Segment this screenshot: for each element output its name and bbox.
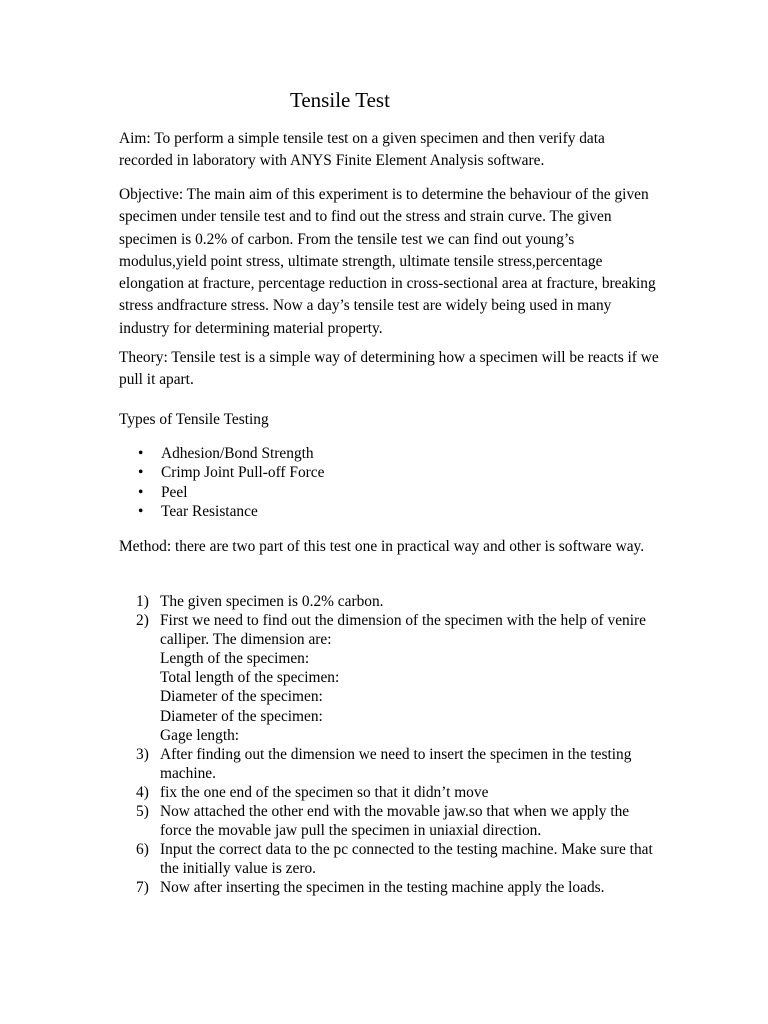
steps-list [119,592,659,898]
list-item [119,444,324,463]
list-item [119,878,659,897]
step-number: 6) [136,841,149,859]
bullet-icon: • [138,445,144,462]
list-item [119,463,324,482]
list-item [119,783,659,802]
dimension-line: Diameter of the specimen: [160,688,323,706]
list-item [119,592,659,611]
list-item [119,840,659,878]
aim-paragraph: Aim: To perform a simple tensile test on a given specimen and then verify data recorded in laboratory with ANYS Finite Element Analysis software. [119,130,605,170]
list-item [119,611,659,745]
step-text: The given specimen is 0.2% carbon. [160,593,384,610]
list-item-label: Adhesion/Bond Strength [161,445,314,462]
step-number: 1) [136,593,149,610]
theory-paragraph: Theory: Tensile test is a simple way of determining how a specimen will be reacts if we pull it apart. [119,349,659,389]
dimension-line: Diameter of the specimen: [160,707,323,725]
bullet-icon: • [138,464,144,482]
list-item [119,802,659,840]
step-text: Now after inserting the specimen in the testing machine apply the loads. [160,879,605,897]
step-number: 4) [136,783,149,801]
step-number: 3) [136,745,149,763]
types-list [119,444,324,522]
step-number: 2) [136,612,149,630]
list-item-label: Tear Resistance [161,503,258,521]
step-text: First we need to find out the dimension of the specimen with the help of venire calliper. The dimension are: [160,612,646,649]
bullet-icon: • [138,503,144,521]
step-text: After finding out the dimension we need to insert the specimen in the testing machine. [160,745,632,782]
list-item-label: Crimp Joint Pull-off Force [161,464,325,482]
step-text: Now attached the other end with the movable jaw.so that when we apply the force the movable jaw pull the specimen in uniaxial direction. [160,803,630,840]
step-text: fix the one end of the specimen so that it didn’t move [160,783,489,801]
types-heading: Types of Tensile Testing [119,411,269,428]
bullet-icon: • [138,483,144,501]
list-item [119,483,324,502]
list-item [119,502,324,521]
method-paragraph: Method: there are two part of this test one in practical way and other is software way. [119,538,645,555]
dimension-line: Length of the specimen: [160,650,310,668]
dimension-line: Gage length: [160,726,240,744]
document-title: Tensile Test [290,88,390,112]
list-item-label: Peel [161,483,188,501]
step-number: 5) [136,803,149,821]
dimension-line: Total length of the specimen: [160,669,340,687]
objective-paragraph: Objective: The main aim of this experiment is to determine the behaviour of the given specimen under tensile test and to find out the stress and strain curve. The given specimen is 0.2% of carbon. From the tensile test we can find out young’s modulus,yield point stress, ultimate strength, ultimate tensile stress,percentage elongation at fracture, percentage reduction in cross-sectional area at fracture, breaking stress andfracture stress. Now a day’s tensile test are widely being used in many industry for determining material property. [119,186,656,337]
list-item [119,745,659,783]
step-text: Input the correct data to the pc connected to the testing machine. Make sure that the initially value is zero. [160,841,653,878]
step-number: 7) [136,879,149,897]
